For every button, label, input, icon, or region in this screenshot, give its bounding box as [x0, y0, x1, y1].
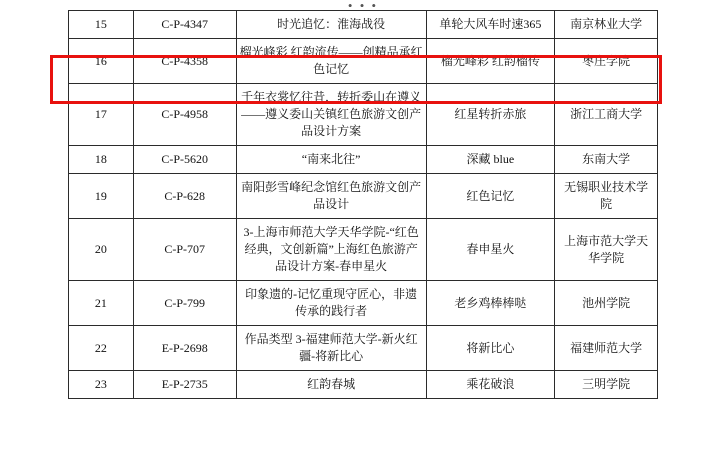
table-body — [69, 11, 658, 399]
cell-number: 15 — [69, 11, 134, 39]
table-row — [69, 146, 658, 174]
cell-project-code: C-P-5620 — [133, 146, 236, 174]
cell-project-title: 作品类型 3-福建师范大学-新火红疆-将新比心 — [236, 326, 426, 371]
award-list-table-wrapper — [68, 10, 658, 399]
cell-project-code: C-P-707 — [133, 219, 236, 281]
cell-project-title: 千年衣裳忆往昔，转折委山在遵义——遵义委山关镇红色旅游文创产品设计方案 — [236, 84, 426, 146]
cell-work-name: 将新比心 — [426, 326, 555, 371]
cell-organization: 福建师范大学 — [555, 326, 658, 371]
table-row — [69, 174, 658, 219]
cell-project-title: 红韵春城 — [236, 371, 426, 399]
cell-project-code: E-P-2698 — [133, 326, 236, 371]
cell-work-name: 春申星火 — [426, 219, 555, 281]
table-row — [69, 84, 658, 146]
cell-work-name: 深藏 blue — [426, 146, 555, 174]
cell-project-title: 南阳彭雪峰纪念馆红色旅游文创产品设计 — [236, 174, 426, 219]
row-left-extension — [50, 55, 68, 104]
cell-number: 20 — [69, 219, 134, 281]
top-ellipsis: • • • — [347, 0, 379, 13]
cell-organization: 枣庄学院 — [555, 39, 658, 84]
table-row — [69, 326, 658, 371]
cell-project-code: C-P-4358 — [133, 39, 236, 84]
cell-organization: 无锡职业技术学院 — [555, 174, 658, 219]
cell-number: 23 — [69, 371, 134, 399]
award-list-table — [68, 10, 658, 399]
cell-project-code: C-P-4347 — [133, 11, 236, 39]
cell-project-title: 时光追忆：淮海战役 — [236, 11, 426, 39]
cell-number: 22 — [69, 326, 134, 371]
cell-organization: 池州学院 — [555, 281, 658, 326]
cell-project-title: 印象遗的-记忆重现守匠心，非遗传承的践行者 — [236, 281, 426, 326]
cell-project-code: E-P-2735 — [133, 371, 236, 399]
cell-work-name: 老乡鸡棒棒哒 — [426, 281, 555, 326]
table-row — [69, 219, 658, 281]
table-row — [69, 371, 658, 399]
cell-project-code: C-P-4958 — [133, 84, 236, 146]
cell-organization: 东南大学 — [555, 146, 658, 174]
cell-organization: 三明学院 — [555, 371, 658, 399]
cell-organization: 南京林业大学 — [555, 11, 658, 39]
cell-work-name: 红色记忆 — [426, 174, 555, 219]
cell-number: 19 — [69, 174, 134, 219]
cell-number: 17 — [69, 84, 134, 146]
cell-number: 16 — [69, 39, 134, 84]
cell-work-name: 乘花破浪 — [426, 371, 555, 399]
cell-number: 21 — [69, 281, 134, 326]
table-row — [69, 39, 658, 84]
cell-organization: 浙江工商大学 — [555, 84, 658, 146]
cell-work-name: 红星转折赤旅 — [426, 84, 555, 146]
cell-project-title: “南来北往” — [236, 146, 426, 174]
cell-work-name: 单轮大风车时速365 — [426, 11, 555, 39]
cell-project-title: 榴光峰彩 红韵流传——创精品承红色记忆 — [236, 39, 426, 84]
table-row — [69, 11, 658, 39]
cell-project-code: C-P-628 — [133, 174, 236, 219]
cell-number: 18 — [69, 146, 134, 174]
cell-project-title: 3-上海市师范大学天华学院-“红色经典，文创新篇”上海红色旅游产品设计方案-春申星火 — [236, 219, 426, 281]
cell-organization: 上海市范大学天华学院 — [555, 219, 658, 281]
cell-work-name: 榴光峰彩 红韵榴传 — [426, 39, 555, 84]
table-row — [69, 281, 658, 326]
cell-project-code: C-P-799 — [133, 281, 236, 326]
